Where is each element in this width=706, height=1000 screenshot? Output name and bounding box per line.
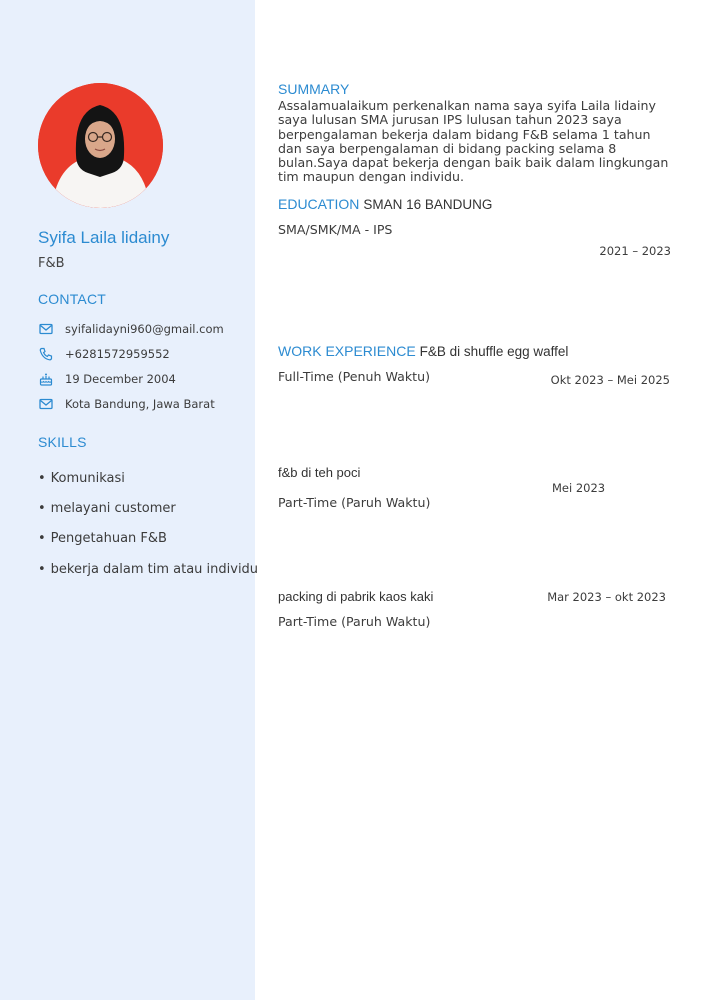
cake-icon (38, 371, 54, 387)
skill-item: • Pengetahuan F&B (38, 531, 167, 546)
work-heading-label: WORK EXPERIENCE (278, 343, 416, 359)
mail-icon (38, 396, 54, 412)
summary-heading: SUMMARY (278, 81, 350, 97)
job-dates: Mar 2023 – okt 2023 (547, 590, 666, 604)
education-program: SMA/SMK/MA - IPS (278, 222, 393, 237)
skills-heading: SKILLS (38, 434, 87, 450)
profile-photo-icon (38, 83, 163, 208)
contact-email[interactable] (38, 320, 224, 338)
phone-icon (38, 346, 54, 362)
contact-birthday (38, 370, 176, 388)
contact-phone-text: +6281572959552 (65, 347, 170, 361)
mail-icon (38, 321, 54, 337)
skill-label: bekerja dalam tim atau individu (50, 562, 259, 577)
summary-text: Assalamualaikum perkenalkan nama saya syifa Laila lidainy saya lulusan SMA jurusan IPS lulusan tahun 2023 saya berpengalaman bekerja dalam bidang F&B selama 1 tahun dan saya berpengalaman di bidang packing selama 8 bulan.Saya dapat bekerja dengan baik baik dalam lingkungan tim maupun dengan individu. (278, 98, 669, 185)
profile-name: Syifa Laila lidainy (38, 228, 170, 247)
education-school: SMAN 16 BANDUNG (363, 197, 493, 212)
skill-label: melayani customer (50, 501, 176, 516)
avatar (38, 83, 163, 208)
job-title: F&B di shuffle egg waffel (419, 344, 569, 359)
job-type: Full-Time (Penuh Waktu) (278, 369, 430, 384)
contact-email-text: syifalidayni960@gmail.com (65, 322, 224, 336)
skill-item: • bekerja dalam tim atau individu (38, 562, 259, 577)
work-heading (278, 343, 568, 359)
job-title: packing di pabrik kaos kaki (278, 589, 434, 604)
skill-item: • Komunikasi (38, 471, 125, 486)
education-heading (278, 196, 492, 212)
contact-birthday-text: 19 December 2004 (65, 372, 176, 386)
job-type: Part-Time (Paruh Waktu) (278, 614, 431, 629)
contact-phone[interactable] (38, 345, 170, 363)
skill-label: Pengetahuan F&B (50, 531, 167, 546)
education-heading-label: EDUCATION (278, 196, 360, 212)
skill-item: • melayani customer (38, 501, 176, 516)
contact-address-text: Kota Bandung, Jawa Barat (65, 397, 215, 411)
job-dates: Mei 2023 (552, 481, 606, 495)
job-type: Part-Time (Paruh Waktu) (278, 495, 431, 510)
contact-address (38, 395, 215, 413)
education-dates: 2021 – 2023 (599, 244, 671, 258)
job-dates: Okt 2023 – Mei 2025 (550, 373, 670, 387)
profile-role: F&B (38, 256, 65, 271)
contact-heading: CONTACT (38, 291, 107, 307)
skill-label: Komunikasi (50, 471, 125, 486)
job-title: f&b di teh poci (278, 465, 361, 480)
